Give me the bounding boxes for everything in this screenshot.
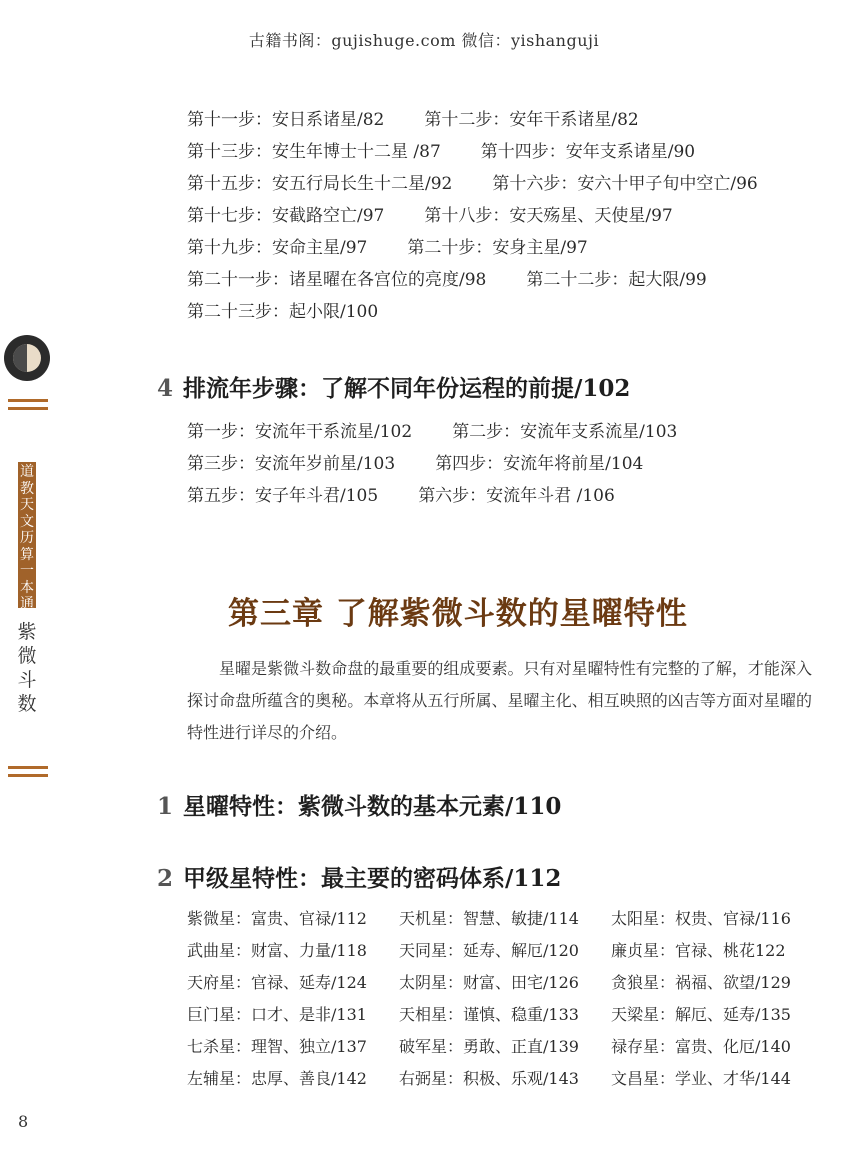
vertical-char: 紫 xyxy=(17,621,37,643)
star-entry: 天相星：谨慎、稳重/133 xyxy=(399,1005,579,1024)
vertical-char: 道 xyxy=(20,464,34,480)
toc-entry: 第六步：安流年斗君 /106 xyxy=(418,486,615,506)
toc-entry: 第一步：安流年干系流星/102 xyxy=(187,422,413,442)
toc-entry: 第十五步：安五行局长生十二星/92 xyxy=(187,174,453,194)
toc-line xyxy=(187,168,807,200)
vertical-char: 斗 xyxy=(17,669,37,691)
star-entry: 天同星：延寿、解厄/120 xyxy=(399,941,579,960)
vertical-char: 一 xyxy=(20,563,34,579)
divider xyxy=(8,399,48,402)
star-entry: 天梁星：解厄、延寿/135 xyxy=(611,1005,791,1024)
star-entry: 禄存星：富贵、化厄/140 xyxy=(611,1037,791,1056)
toc-entry: 第二十步：安身主星/97 xyxy=(407,238,588,258)
star-entry: 天机星：智慧、敏捷/114 xyxy=(399,909,579,928)
toc-entry: 第五步：安子年斗君/105 xyxy=(187,486,379,506)
book-title xyxy=(14,620,40,716)
toc-entry: 第二步：安流年支系流星/103 xyxy=(452,422,678,442)
vertical-char: 教 xyxy=(20,480,34,497)
star-list xyxy=(187,903,817,1095)
star-entry: 破军星：勇敢、正直/139 xyxy=(399,1037,579,1056)
star-entry: 紫微星：富贵、官禄/112 xyxy=(187,909,367,928)
page-number: 8 xyxy=(18,1112,29,1131)
section-number: 1 xyxy=(157,793,174,820)
star-entry: 太阳星：权贵、官禄/116 xyxy=(611,909,791,928)
toc-entry: 第四步：安流年将前星/104 xyxy=(435,454,644,474)
toc-line xyxy=(187,136,807,168)
toc-line xyxy=(187,200,807,232)
taiji-logo-icon xyxy=(4,335,50,381)
star-row xyxy=(187,999,817,1031)
toc-entry: 第十八步：安天殇星、天使星/97 xyxy=(424,206,673,226)
vertical-char: 天 xyxy=(20,497,34,513)
steps-list-prev xyxy=(187,104,807,328)
toc-entry: 第十二步：安年干系诸星/82 xyxy=(424,110,639,130)
section-title: 甲级星特性：最主要的密码体系/112 xyxy=(183,865,562,892)
section-number: 2 xyxy=(157,865,174,892)
toc-line xyxy=(187,296,807,328)
divider xyxy=(8,766,48,769)
toc-line xyxy=(187,264,807,296)
toc-entry: 第十九步：安命主星/97 xyxy=(187,238,368,258)
toc-line xyxy=(187,232,807,264)
steps-list-4 xyxy=(187,416,807,512)
toc-line xyxy=(187,416,807,448)
section-title: 星曜特性：紫微斗数的基本元素/110 xyxy=(183,793,562,820)
vertical-char: 数 xyxy=(17,693,37,715)
toc-entry: 第十一步：安日系诸星/82 xyxy=(187,110,385,130)
intro-paragraph: 星曜是紫微斗数命盘的最重要的组成要素。只有对星曜特性有完整的了解，才能深入探讨命盘所蕴含的奥秘。本章将从五行所属、星曜主化、相互映照的凶吉等方面对星曜的特性进行详尽的介绍。 xyxy=(187,659,812,742)
star-entry: 太阴星：财富、田宅/126 xyxy=(399,973,579,992)
toc-entry: 第二十二步：起大限/99 xyxy=(526,270,707,290)
star-row xyxy=(187,1031,817,1063)
toc-entry: 第二十一步：诸星曜在各宫位的亮度/98 xyxy=(187,270,487,290)
star-entry: 武曲星：财富、力量/118 xyxy=(187,941,367,960)
section-title: 排流年步骤：了解不同年份运程的前提/102 xyxy=(183,375,631,402)
toc-line xyxy=(187,480,807,512)
star-row xyxy=(187,1063,817,1095)
vertical-char: 微 xyxy=(17,645,37,667)
star-entry: 右弼星：积极、乐观/143 xyxy=(399,1069,579,1088)
section-1-heading xyxy=(157,788,561,821)
vertical-char: 算 xyxy=(20,546,34,563)
toc-entry: 第十三步：安生年博士十二星 /87 xyxy=(187,142,441,162)
star-entry: 文昌星：学业、才华/144 xyxy=(611,1069,791,1088)
divider xyxy=(8,407,48,410)
divider xyxy=(8,774,48,777)
star-entry: 天府星：官禄、延寿/124 xyxy=(187,973,367,992)
watermark: 古籍书阁：gujishuge.com 微信：yishanguji xyxy=(248,31,600,50)
vertical-char: 历 xyxy=(20,530,34,546)
vertical-char: 文 xyxy=(20,513,34,530)
star-row xyxy=(187,967,817,999)
toc-entry: 第二十三步：起小限/100 xyxy=(187,302,379,322)
section-number: 4 xyxy=(157,375,174,402)
toc-entry: 第十七步：安截路空亡/97 xyxy=(187,206,385,226)
toc-entry: 第十四步：安年支系诸星/90 xyxy=(480,142,696,162)
series-title xyxy=(18,462,36,612)
vertical-char: 本 xyxy=(20,579,34,596)
star-entry: 巨门星：口才、是非/131 xyxy=(187,1005,367,1024)
section-2-heading xyxy=(157,860,561,893)
toc-line xyxy=(187,104,807,136)
chapter-title: 第三章 了解紫微斗数的星曜特性 xyxy=(228,596,688,632)
star-entry: 七杀星：理智、独立/137 xyxy=(187,1037,367,1056)
star-entry: 左辅星：忠厚、善良/142 xyxy=(187,1069,367,1088)
toc-line xyxy=(187,448,807,480)
star-row xyxy=(187,935,817,967)
vertical-char: 通 xyxy=(20,596,34,612)
section-4-heading xyxy=(157,370,630,403)
chapter-intro xyxy=(187,653,812,749)
toc-entry: 第十六步：安六十甲子旬中空亡/96 xyxy=(492,174,758,194)
star-entry: 廉贞星：官禄、桃花122 xyxy=(611,941,786,960)
toc-entry: 第三步：安流年岁前星/103 xyxy=(187,454,396,474)
star-row xyxy=(187,903,817,935)
star-entry: 贪狼星：祸福、欲望/129 xyxy=(611,973,791,992)
